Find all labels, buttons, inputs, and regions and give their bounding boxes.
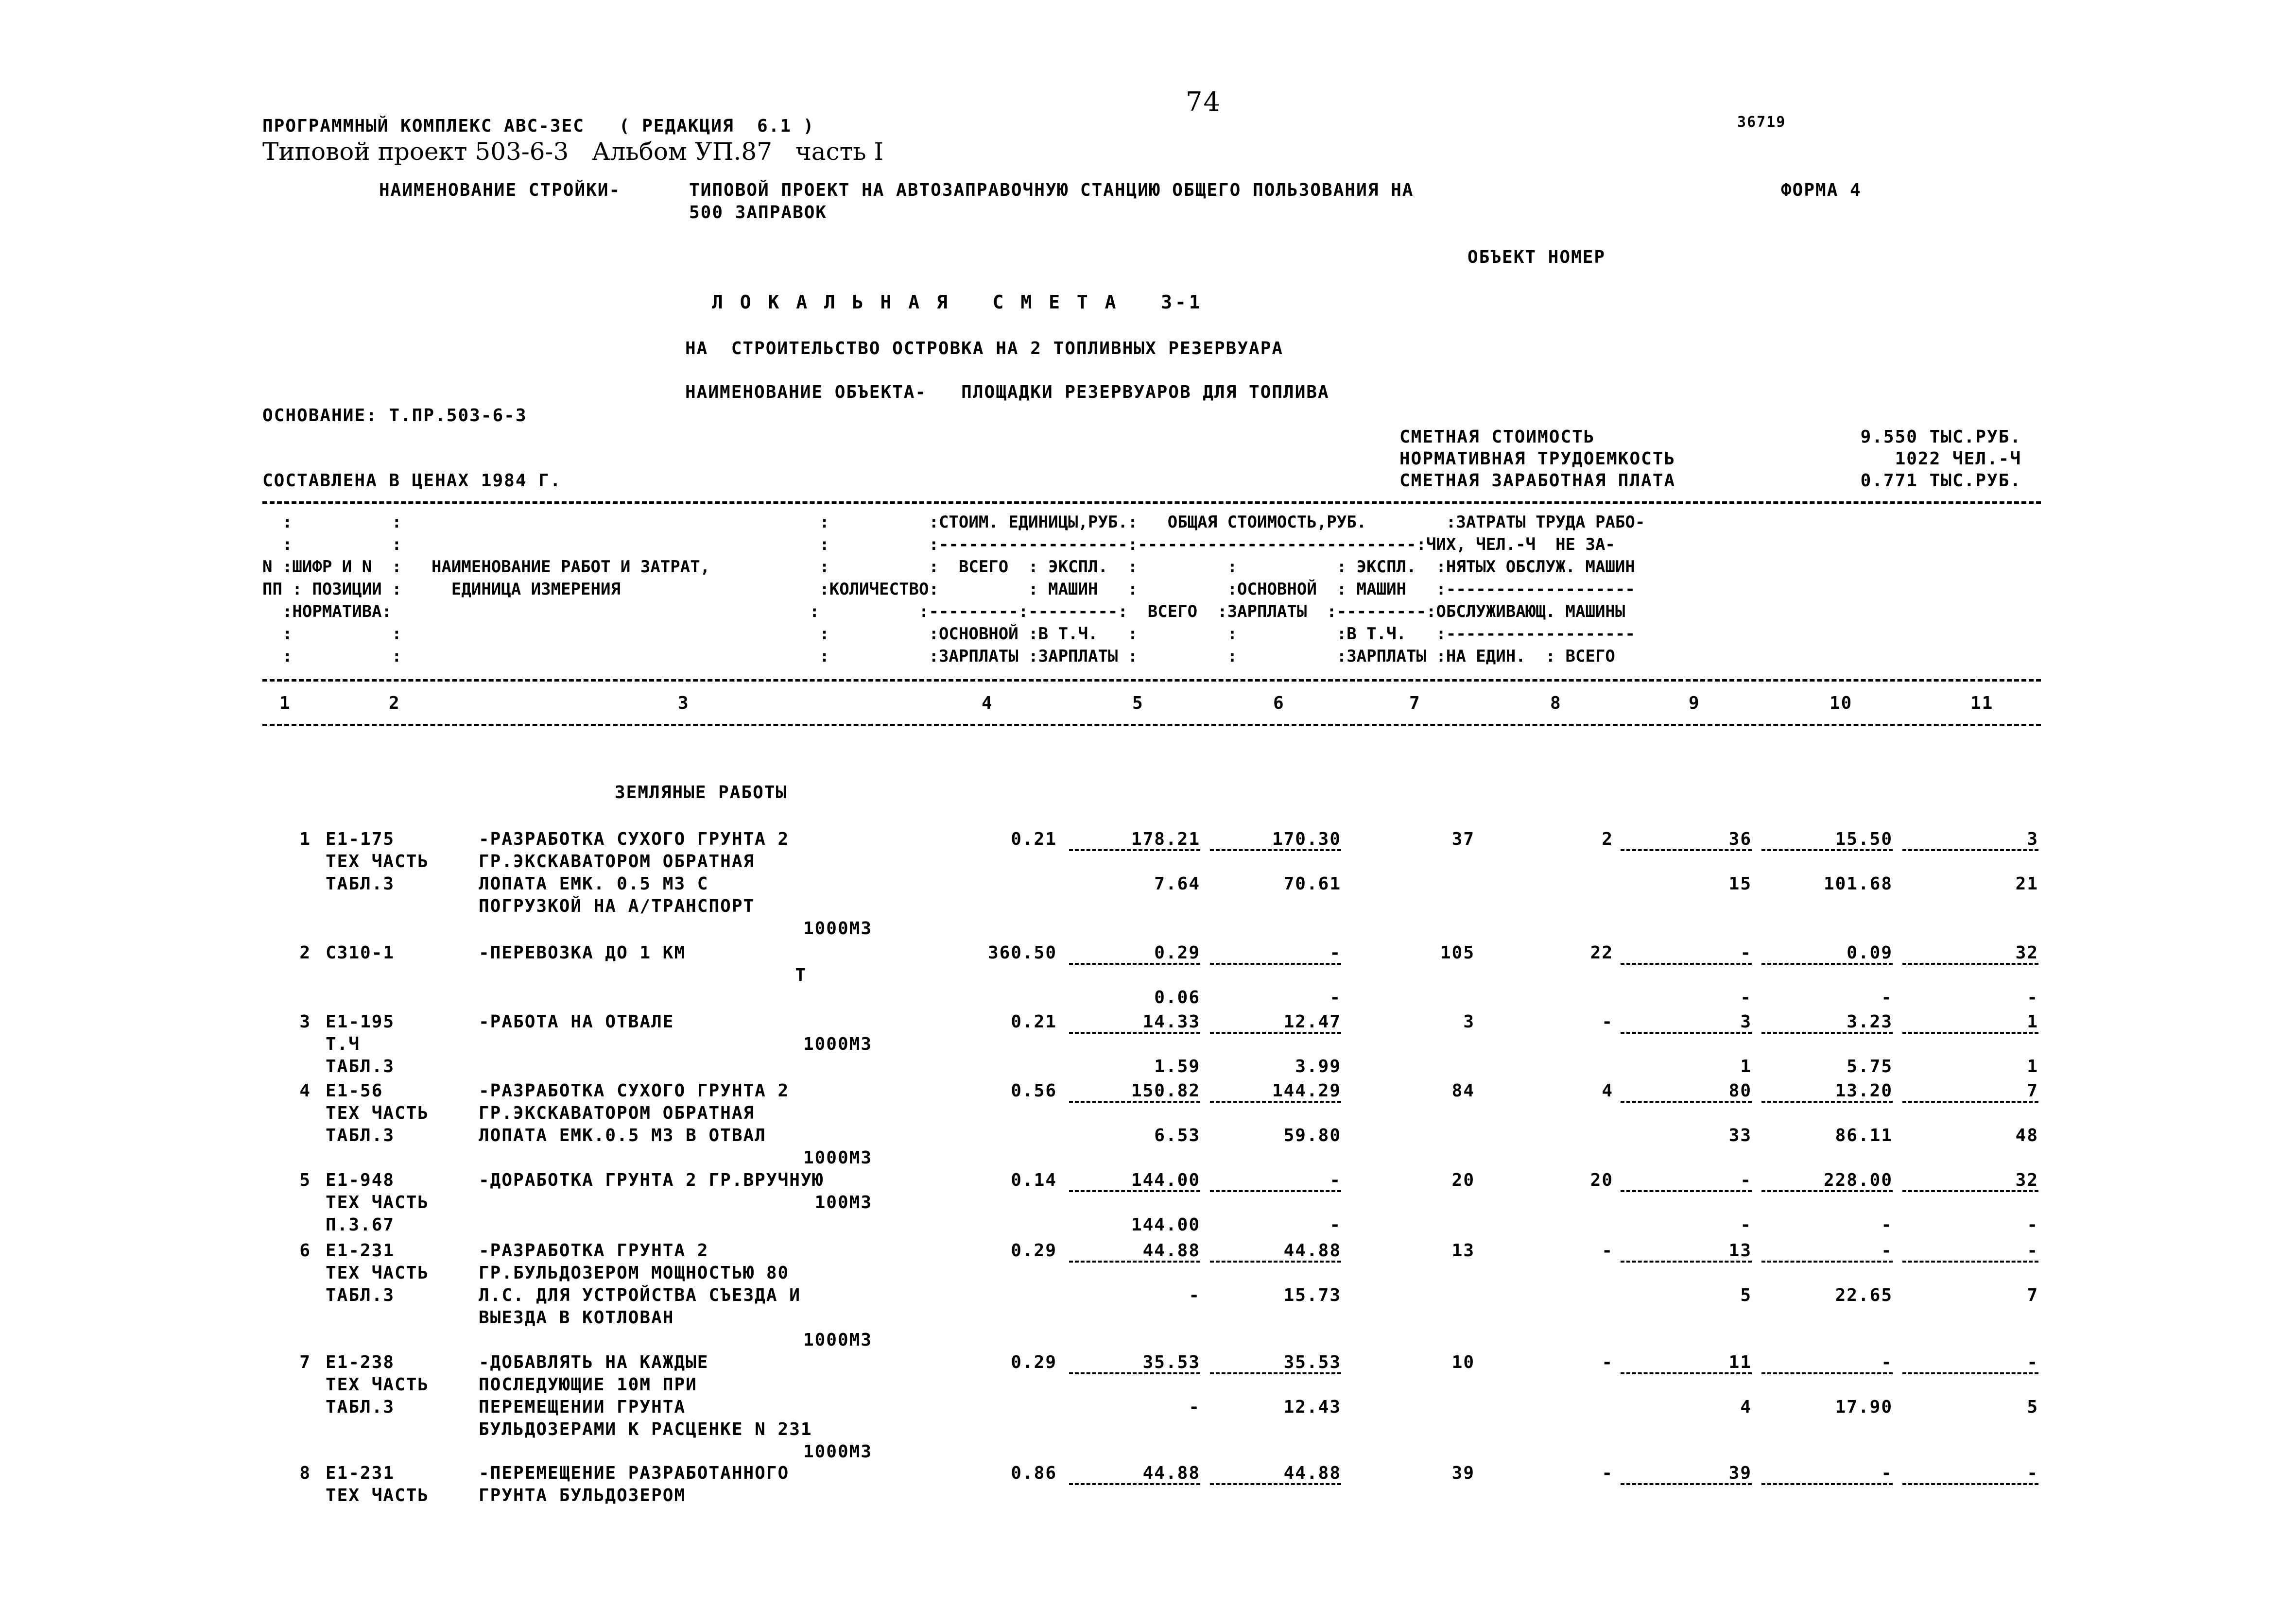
cell-separator [1621, 849, 1752, 851]
column-number: 2 [389, 693, 400, 713]
row-number: 3 [299, 1012, 311, 1032]
machine-wages-total: - [1740, 988, 1752, 1008]
unit-cost-total: 178.21 [1131, 829, 1200, 849]
labor-total: 1 [2027, 1012, 2038, 1032]
unit-cost-machines: 44.88 [1283, 1241, 1341, 1261]
quantity: 0.21 [1011, 829, 1057, 849]
basis: ОСНОВАНИЕ: Т.ПР.503-6-3 [262, 406, 527, 426]
unit-cost-machines: 44.88 [1283, 1463, 1341, 1483]
table-header-line: : : : :ОСНОВНОЙ :В Т.Ч. : : :В Т.Ч. :------------------- [262, 624, 1635, 644]
machine-wages-total: 1 [1740, 1057, 1752, 1076]
labor-per-unit: 15.50 [1835, 829, 1893, 849]
work-name: -ПЕРЕВОЗКА ДО 1 КМ [479, 943, 686, 963]
machine-labor-per-unit: 22.65 [1835, 1285, 1893, 1305]
cell-separator [1210, 1261, 1341, 1263]
total-wages: 4 [1602, 1081, 1613, 1101]
row-number: 5 [299, 1170, 311, 1190]
work-name: -РАЗРАБОТКА СУХОГО ГРУНТА 2 [479, 1081, 790, 1101]
work-name: -ДОБАВЛЯТЬ НА КАЖДЫЕ [479, 1352, 709, 1372]
table-header-line: : : : :ЗАРПЛАТЫ :ЗАРПЛАТЫ : : :ЗАРПЛАТЫ :НА ЕДИН. : ВСЕГО [262, 647, 1615, 666]
norm-code: Е1-195 [326, 1012, 395, 1032]
cell-separator [1069, 963, 1200, 965]
summary-value: 1022 ЧЕЛ.-Ч [1895, 449, 2021, 469]
work-name: ВЫЕЗДА В КОТЛОВАН [479, 1308, 674, 1328]
quantity: 0.29 [1011, 1241, 1057, 1261]
total-machines: 39 [1728, 1463, 1752, 1483]
norm-code: ТЕХ ЧАСТЬ [326, 1375, 430, 1395]
cell-separator [1761, 849, 1893, 851]
column-number: 11 [1970, 693, 1994, 713]
machine-labor-total: 21 [2015, 874, 2038, 894]
unit: 1000М3 [803, 1442, 872, 1462]
quantity: 0.86 [1011, 1463, 1057, 1483]
cell-separator [1210, 1190, 1341, 1192]
wages-per-unit: 7.64 [1154, 874, 1200, 894]
cell-separator [1761, 1101, 1893, 1103]
header-rule [262, 679, 2041, 682]
labor-per-unit: 0.09 [1847, 943, 1893, 963]
machine-wages-per-unit: 3.99 [1295, 1057, 1341, 1076]
column-number: 8 [1550, 693, 1562, 713]
work-name: ГРУНТА БУЛЬДОЗЕРОМ [479, 1486, 686, 1505]
machine-labor-per-unit: 5.75 [1847, 1057, 1893, 1076]
cell-separator [1069, 1372, 1200, 1374]
total-cost: 84 [1451, 1081, 1475, 1101]
document-title: Л О К А Л Ь Н А Я С М Е Т А 3-1 [712, 291, 1203, 313]
table-header-line: : : : :-------------------:----------------------------:ЧИХ, ЧЕЛ.-Ч НЕ ЗА- [262, 535, 1615, 554]
cell-separator [1761, 1372, 1893, 1374]
cell-separator [1902, 1483, 2038, 1485]
norm-code: Е1-56 [326, 1081, 383, 1101]
labor-total: - [2027, 1352, 2038, 1372]
total-cost: 3 [1463, 1012, 1475, 1032]
cell-separator [1761, 1483, 1893, 1485]
norm-code: Е1-238 [326, 1352, 395, 1372]
work-name: ГР.ЭКСКАВАТОРОМ ОБРАТНАЯ [479, 852, 755, 871]
wages-per-unit: 6.53 [1154, 1126, 1200, 1145]
project-line: Типовой проект 503-6-3 Альбом УП.87 часть I [262, 137, 884, 166]
machine-labor-per-unit: 86.11 [1835, 1126, 1893, 1145]
section-title: ЗЕМЛЯНЫЕ РАБОТЫ [615, 783, 788, 803]
cell-separator [1761, 1032, 1893, 1034]
work-name: Л.С. ДЛЯ УСТРОЙСТВА СЪЕЗДА И [479, 1285, 801, 1305]
cell-separator [1069, 1483, 1200, 1485]
machine-labor-per-unit: - [1881, 988, 1893, 1008]
cell-separator [1902, 1101, 2038, 1103]
work-name: БУЛЬДОЗЕРАМИ К РАСЦЕНКЕ N 231 [479, 1419, 812, 1439]
work-name: ГР.ЭКСКАВАТОРОМ ОБРАТНАЯ [479, 1103, 755, 1123]
norm-code: Е1-231 [326, 1241, 395, 1261]
norm-code: Е1-175 [326, 829, 395, 849]
total-machines: 13 [1728, 1241, 1752, 1261]
cell-separator [1069, 849, 1200, 851]
machine-wages-total: 4 [1740, 1397, 1752, 1417]
machine-labor-total: 5 [2027, 1397, 2038, 1417]
unit-cost-machines: 35.53 [1283, 1352, 1341, 1372]
machine-wages-total: 15 [1728, 874, 1752, 894]
work-name: -РАБОТА НА ОТВАЛЕ [479, 1012, 674, 1032]
norm-code: ТЕХ ЧАСТЬ [326, 1103, 430, 1123]
unit-cost-total: 44.88 [1142, 1241, 1200, 1261]
labor-total: 32 [2015, 1170, 2038, 1190]
labor-per-unit: - [1881, 1352, 1893, 1372]
unit: 1000М3 [803, 1034, 872, 1054]
cell-separator [1069, 1032, 1200, 1034]
wages-per-unit: - [1189, 1397, 1200, 1417]
machine-labor-total: - [2027, 988, 2038, 1008]
machine-labor-total: - [2027, 1215, 2038, 1235]
column-number: 5 [1132, 693, 1144, 713]
cell-separator [1621, 1190, 1752, 1192]
column-number: 4 [982, 693, 993, 713]
machine-wages-per-unit: 59.80 [1283, 1126, 1341, 1145]
norm-code: ТАБЛ.3 [326, 1397, 395, 1417]
machine-wages-per-unit: - [1329, 988, 1341, 1008]
norm-code: ТАБЛ.3 [326, 1285, 395, 1305]
work-name: -ПЕРЕМЕЩЕНИЕ РАЗРАБОТАННОГО [479, 1463, 790, 1483]
norm-code: ТАБЛ.3 [326, 1057, 395, 1076]
cell-separator [1621, 1261, 1752, 1263]
machine-wages-per-unit: 15.73 [1283, 1285, 1341, 1305]
column-number: 6 [1273, 693, 1285, 713]
total-wages: - [1602, 1352, 1613, 1372]
labor-total: 3 [2027, 829, 2038, 849]
cell-separator [1621, 963, 1752, 965]
total-wages: - [1602, 1241, 1613, 1261]
table-header-line: N :ШИФР И N : НАИМЕНОВАНИЕ РАБОТ И ЗАТРАТ, : : ВСЕГО : ЭКСПЛ. : : : ЭКСПЛ. :НЯТЫХ ОБСЛУЖ. МАШИН [262, 557, 1635, 577]
unit-cost-machines: 144.29 [1272, 1081, 1341, 1101]
column-number: 1 [279, 693, 291, 713]
labor-total: - [2027, 1241, 2038, 1261]
cell-separator [1210, 963, 1341, 965]
work-name: ПОСЛЕДУЮЩИЕ 10М ПРИ [479, 1375, 697, 1395]
cell-separator [1210, 1483, 1341, 1485]
total-cost: 13 [1451, 1241, 1475, 1261]
table-header-line: : : : :СТОИМ. ЕДИНИЦЫ,РУБ.: ОБЩАЯ СТОИМОСТЬ,РУБ. :ЗАТРАТЫ ТРУДА РАБО- [262, 513, 1645, 532]
norm-code: Т.Ч [326, 1034, 361, 1054]
cell-separator [1621, 1032, 1752, 1034]
total-machines: 80 [1728, 1081, 1752, 1101]
prices-note: СОСТАВЛЕНА В ЦЕНАХ 1984 Г. [262, 471, 562, 491]
total-cost: 105 [1440, 943, 1475, 963]
cell-separator [1069, 1261, 1200, 1263]
wages-per-unit: - [1189, 1285, 1200, 1305]
machine-labor-total: 48 [2015, 1126, 2038, 1145]
norm-code: Е1-231 [326, 1463, 395, 1483]
norm-code: П.3.67 [326, 1215, 395, 1235]
total-cost: 37 [1451, 829, 1475, 849]
work-name: -РАЗРАБОТКА СУХОГО ГРУНТА 2 [479, 829, 790, 849]
machine-wages-total: 5 [1740, 1285, 1752, 1305]
unit-cost-total: 0.29 [1154, 943, 1200, 963]
cell-separator [1902, 1372, 2038, 1374]
work-name: ПОГРУЗКОЙ НА А/ТРАНСПОРТ [479, 896, 755, 916]
total-machines: - [1740, 943, 1752, 963]
unit-cost-machines: 12.47 [1283, 1012, 1341, 1032]
column-number: 10 [1830, 693, 1853, 713]
construction-name-line-1: ТИПОВОЙ ПРОЕКТ НА АВТОЗАПРАВОЧНУЮ СТАНЦИЮ ОБЩЕГО ПОЛЬЗОВАНИЯ НА [689, 180, 1414, 200]
machine-labor-total: 1 [2027, 1057, 2038, 1076]
labor-total: - [2027, 1463, 2038, 1483]
unit-cost-machines: - [1329, 1170, 1341, 1190]
machine-wages-total: 33 [1728, 1126, 1752, 1145]
construction-label: НАИМЕНОВАНИЕ СТРОЙКИ- [379, 180, 621, 200]
object-number-label: ОБЪЕКТ НОМЕР [1467, 247, 1606, 267]
column-number: 7 [1409, 693, 1421, 713]
object-name: НАИМЕНОВАНИЕ ОБЪЕКТА- ПЛОЩАДКИ РЕЗЕРВУАРОВ ДЛЯ ТОПЛИВА [685, 382, 1329, 402]
cell-separator [1210, 849, 1341, 851]
labor-per-unit: - [1881, 1241, 1893, 1261]
cell-separator [1069, 1101, 1200, 1103]
norm-code: ТЕХ ЧАСТЬ [326, 852, 430, 871]
unit-cost-machines: 170.30 [1272, 829, 1341, 849]
row-number: 2 [299, 943, 311, 963]
cell-separator [1902, 1032, 2038, 1034]
row-number: 8 [299, 1463, 311, 1483]
cell-separator [1902, 1190, 2038, 1192]
document-number: 36719 [1737, 114, 1786, 131]
row-number: 1 [299, 829, 311, 849]
cell-separator [1069, 1190, 1200, 1192]
table-header-line: :НОРМАТИВА: : :---------:---------: ВСЕГО :ЗАРПЛАТЫ :---------:ОБСЛУЖИВАЮЩ. МАШИНЫ [262, 602, 1625, 621]
total-wages: 20 [1590, 1170, 1613, 1190]
machine-wages-per-unit: - [1329, 1215, 1341, 1235]
quantity: 0.56 [1011, 1081, 1057, 1101]
work-name: ЛОПАТА ЕМК. 0.5 М3 С [479, 874, 709, 894]
labor-per-unit: - [1881, 1463, 1893, 1483]
cell-separator [1902, 963, 2038, 965]
table-header-line: ПП : ПОЗИЦИИ : ЕДИНИЦА ИЗМЕРЕНИЯ :КОЛИЧЕСТВО: : МАШИН : :ОСНОВНОЙ : МАШИН :------------------- [262, 580, 1635, 599]
cell-separator [1210, 1372, 1341, 1374]
row-number: 4 [299, 1081, 311, 1101]
unit-cost-total: 44.88 [1142, 1463, 1200, 1483]
program-header: ПРОГРАММНЫЙ КОМПЛЕКС АВС-3ЕС ( РЕДАКЦИЯ 6.1 ) [262, 116, 815, 136]
cell-separator [1210, 1032, 1341, 1034]
quantity: 0.29 [1011, 1352, 1057, 1372]
quantity: 360.50 [987, 943, 1057, 963]
machine-labor-total: 7 [2027, 1285, 2038, 1305]
wages-per-unit: 1.59 [1154, 1057, 1200, 1076]
labor-per-unit: 228.00 [1823, 1170, 1893, 1190]
unit-cost-total: 35.53 [1142, 1352, 1200, 1372]
norm-code: ТЕХ ЧАСТЬ [326, 1263, 430, 1283]
cell-separator [1621, 1483, 1752, 1485]
work-name: ГР.БУЛЬДОЗЕРОМ МОЩНОСТЬЮ 80 [479, 1263, 790, 1283]
norm-code: ТАБЛ.3 [326, 874, 395, 894]
page-number: 74 [1186, 86, 1221, 117]
cell-separator [1621, 1372, 1752, 1374]
total-wages: 22 [1590, 943, 1613, 963]
row-number: 6 [299, 1241, 311, 1261]
cell-separator [1902, 849, 2038, 851]
cell-separator [1902, 1261, 2038, 1263]
total-wages: - [1602, 1012, 1613, 1032]
norm-code: ТЕХ ЧАСТЬ [326, 1486, 430, 1505]
table-top-rule [262, 501, 2041, 504]
unit: 1000М3 [803, 1148, 872, 1168]
norm-code: С310-1 [326, 943, 395, 963]
summary-label: НОРМАТИВНАЯ ТРУДОЕМКОСТЬ [1399, 449, 1676, 469]
labor-per-unit: 13.20 [1835, 1081, 1893, 1101]
labor-per-unit: 3.23 [1847, 1012, 1893, 1032]
unit: 1000М3 [803, 919, 872, 939]
work-name: -ДОРАБОТКА ГРУНТА 2 ГР.ВРУЧНУЮ [479, 1170, 824, 1190]
total-machines: 36 [1728, 829, 1752, 849]
total-wages: - [1602, 1463, 1613, 1483]
machine-labor-per-unit: - [1881, 1215, 1893, 1235]
machine-labor-per-unit: 17.90 [1835, 1397, 1893, 1417]
cell-separator [1761, 963, 1893, 965]
unit-cost-machines: - [1329, 943, 1341, 963]
wages-per-unit: 0.06 [1154, 988, 1200, 1008]
total-cost: 39 [1451, 1463, 1475, 1483]
norm-code: ТЕХ ЧАСТЬ [326, 1193, 430, 1213]
cell-separator [1761, 1261, 1893, 1263]
total-cost: 20 [1451, 1170, 1475, 1190]
wages-per-unit: 144.00 [1131, 1215, 1200, 1235]
summary-value: 9.550 ТЫС.РУБ. [1860, 427, 2021, 447]
cell-separator [1621, 1101, 1752, 1103]
machine-wages-per-unit: 12.43 [1283, 1397, 1341, 1417]
total-machines: 11 [1728, 1352, 1752, 1372]
row-number: 7 [299, 1352, 311, 1372]
cell-separator [1761, 1190, 1893, 1192]
unit: Т [795, 965, 807, 985]
unit: 100М3 [814, 1193, 872, 1213]
unit-cost-total: 14.33 [1142, 1012, 1200, 1032]
unit-cost-total: 150.82 [1131, 1081, 1200, 1101]
unit: 1000М3 [803, 1330, 872, 1350]
quantity: 0.14 [1011, 1170, 1057, 1190]
cell-separator [1210, 1101, 1341, 1103]
labor-total: 32 [2015, 943, 2038, 963]
summary-label: СМЕТНАЯ СТОИМОСТЬ [1399, 427, 1595, 447]
summary-value: 0.771 ТЫС.РУБ. [1860, 471, 2021, 491]
work-name: -РАЗРАБОТКА ГРУНТА 2 [479, 1241, 709, 1261]
machine-wages-per-unit: 70.61 [1283, 874, 1341, 894]
column-number: 9 [1689, 693, 1700, 713]
unit-cost-total: 144.00 [1131, 1170, 1200, 1190]
column-number: 3 [678, 693, 690, 713]
total-machines: 3 [1740, 1012, 1752, 1032]
summary-label: СМЕТНАЯ ЗАРАБОТНАЯ ПЛАТА [1399, 471, 1676, 491]
machine-labor-per-unit: 101.68 [1823, 874, 1893, 894]
total-cost: 10 [1451, 1352, 1475, 1372]
work-name: ЛОПАТА ЕМК.0.5 М3 В ОТВАЛ [479, 1126, 766, 1145]
norm-code: Е1-948 [326, 1170, 395, 1190]
quantity: 0.21 [1011, 1012, 1057, 1032]
form-number: ФОРМА 4 [1781, 180, 1862, 200]
total-machines: - [1740, 1170, 1752, 1190]
column-numbers-rule [262, 724, 2041, 726]
document-subtitle: НА СТРОИТЕЛЬСТВО ОСТРОВКА НА 2 ТОПЛИВНЫХ РЕЗЕРВУАРА [685, 339, 1284, 359]
total-wages: 2 [1602, 829, 1613, 849]
work-name: ПЕРЕМЕЩЕНИИ ГРУНТА [479, 1397, 686, 1417]
construction-name-line-2: 500 ЗАПРАВОК [689, 203, 828, 222]
norm-code: ТАБЛ.3 [326, 1126, 395, 1145]
machine-wages-total: - [1740, 1215, 1752, 1235]
labor-total: 7 [2027, 1081, 2038, 1101]
